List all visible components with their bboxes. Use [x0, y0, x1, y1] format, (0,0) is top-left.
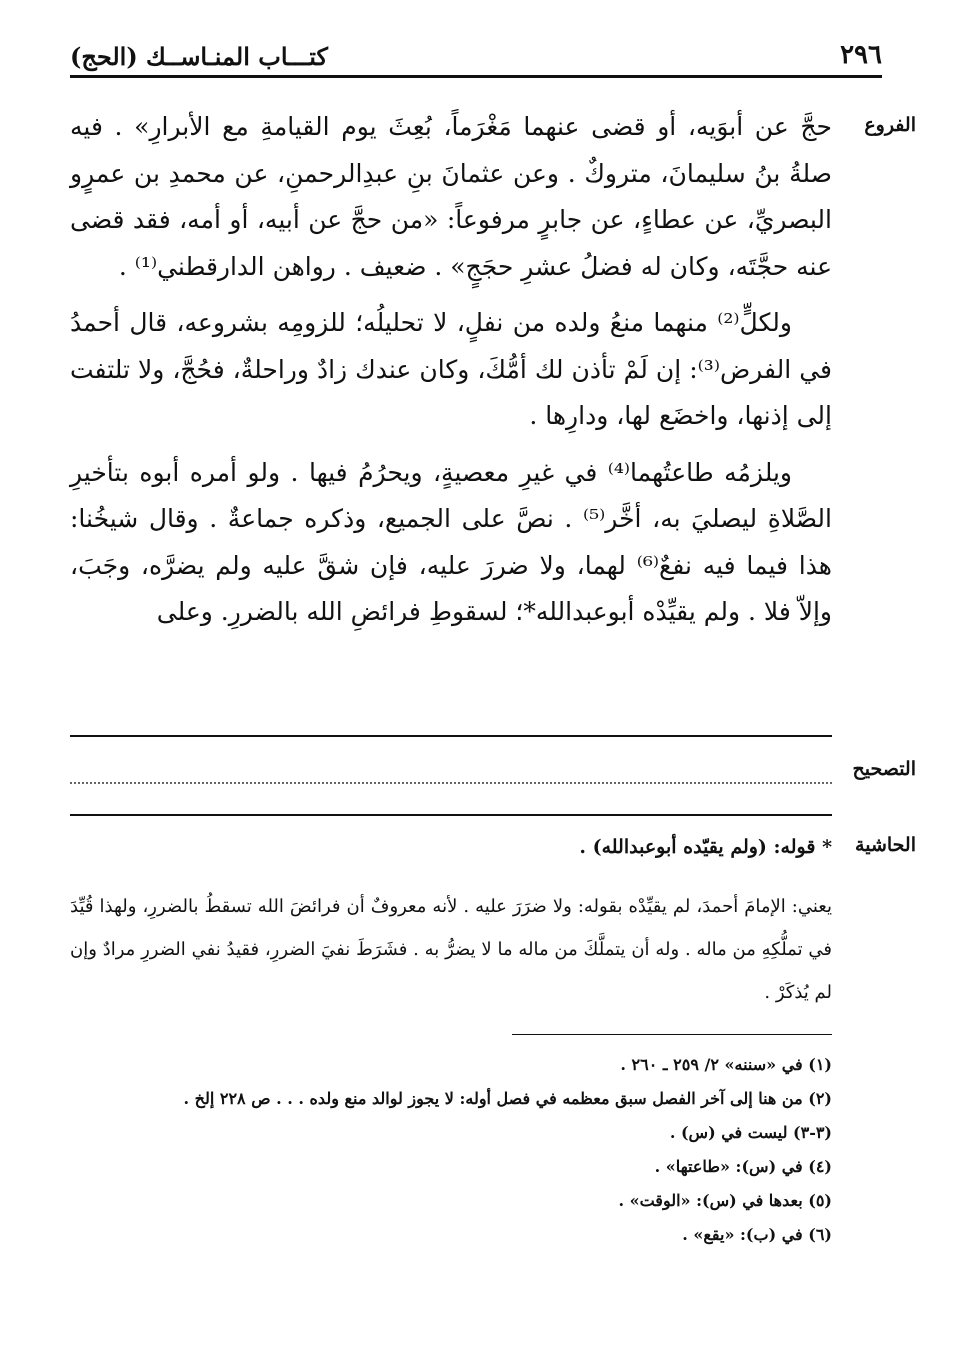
main-text	[70, 104, 832, 646]
side-label-correction: التصحيح	[852, 758, 916, 780]
page-header	[70, 40, 882, 80]
annotation-heading-text: قوله: (ولم يقيّده أبوعبدالله) .	[579, 836, 816, 858]
footnote-2: (٢) من هنا إلى آخر الفصل سبق معظمه في فصل أوله: لا يجوز لوالد منع ولده . . . ص ٢٢٨ إلخ .	[183, 1089, 832, 1108]
side-label-branches: الفروع	[864, 114, 916, 136]
footnote-5: (٥) بعدها في (س): «الوقت» .	[618, 1191, 832, 1210]
correction-dotted-line	[70, 762, 832, 784]
header-rule	[70, 75, 882, 78]
section-rule-bottom	[70, 814, 832, 816]
main-paragraph-1: حجَّ عن أبوَيه، أو قضى عنهما مَغْرَماً، بُعِثَ يوم القيامةِ مع الأبرارِ» . فيه صلةُ بنُ سليمانَ، متروكٌ . وعن عثمانَ بنِ عبدِالرحمنِ، عن محمدِ بن عمرٍو البصريِّ، عن عطاءٍ، عن جابرٍ مرفوعاً: «من حجَّ عن أبيه، أو أمه، فقد قضى عنه حجَّتَه، وكان له فضلُ عشرِ حجَجٍ» . ضعيف . رواهن الدارقطني⁽¹⁾ .	[70, 112, 832, 281]
footnote-rule	[512, 1034, 832, 1035]
side-label-annotation: الحاشية	[855, 834, 916, 856]
annotation-star: *	[822, 836, 832, 858]
footnotes	[70, 1048, 832, 1252]
footnote-3: (٣-٣) ليست في (س) .	[669, 1123, 832, 1142]
footnote-1: (١) في «سننه» ٢/ ٢٥٩ ـ ٢٦٠ .	[620, 1055, 832, 1074]
running-title: كتـــاب المنـاســك (الحج)	[70, 42, 328, 71]
page-number: ٢٩٦	[840, 40, 882, 70]
main-paragraph-3: ويلزمُه طاعتُهما⁽⁴⁾ في غيرِ معصيةٍ، ويحرُمُ فيها . ولو أمره أبوه بتأخيرِ الصَّلاةِ ليصليَ به، أخَّر⁽⁵⁾ . نصَّ على الجميع، وذكره جماعةٌ . وقال شيخُنا: هذا فيما فيه نفعٌ⁽⁶⁾ لهما، ولا ضررَ عليه، فإن شقَّ عليه ولم يضرَّه، وجَبَ، وإلاّ فلا . ولم يقيِّدْه أبوعبدالله*؛ لسقوطِ فرائضِ الله بالضررِ. وعلى	[70, 457, 832, 626]
footnote-6: (٦) في (ب): «يقع» .	[682, 1225, 832, 1244]
main-paragraph-2: ولكلٍّ⁽²⁾ منهما منعُ ولده من نفلٍ، لا تحليلُه؛ للزومِه بشروعه، قال أحمدُ في الفرض⁽³⁾: إن لَمْ تأذن لك أمُّكَ، وكان عندك زادٌ وراحلةٌ، فحُجَّ، ولا تلتفت إلى إذنها، واخضَع لها، ودارِها .	[70, 308, 832, 430]
section-rule-top	[70, 735, 832, 737]
annotation-heading	[70, 836, 832, 858]
annotation-body: يعني: الإمامَ أحمدَ، لم يقيِّدْه بقوله: ولا ضرَرَ عليه . لأنه معروفٌ أن فرائضَ الله تسقطُ بالضررِ، ولهذا قُيِّدَ في تملُّكِهِ من ماله . وله أن يتملَّكَ من ماله ما لا يضرُّ به . فشَرَطَ نفيَ الضررِ، فقيدُ نفي الضررِ مرادٌ وإن لم يُذكَرْ .	[70, 896, 832, 1003]
footnote-4: (٤) في (س): «طاعتها» .	[654, 1157, 832, 1176]
